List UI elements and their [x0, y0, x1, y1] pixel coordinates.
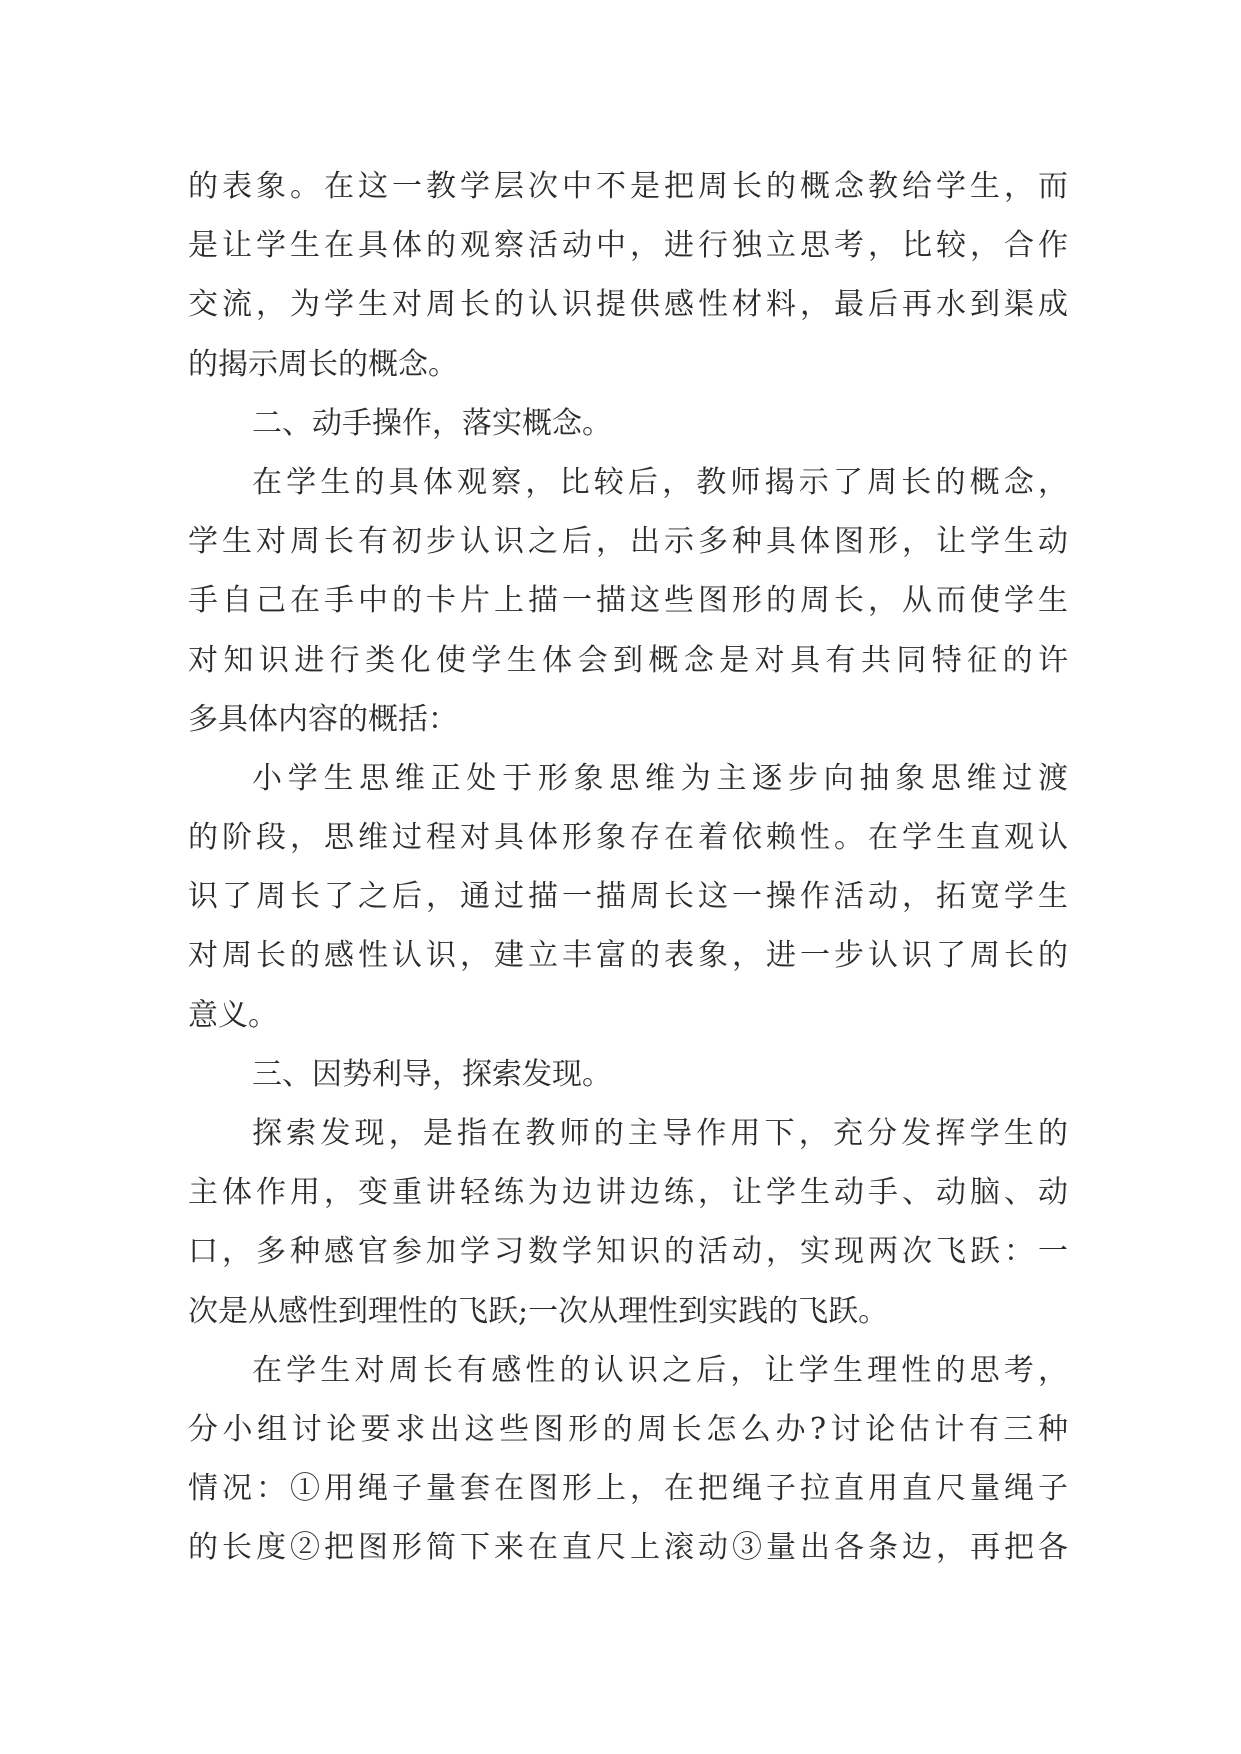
text-line: 主体作用，变重讲轻练为边讲边练，让学生动手、动脑、动	[188, 1175, 1068, 1211]
text-line: 意义。	[188, 997, 278, 1033]
text-line: 小学生思维正处于形象思维为主逐步向抽象思维过渡	[252, 760, 1068, 796]
text-line: 的阶段，思维过程对具体形象存在着依赖性。在学生直观认	[188, 820, 1068, 856]
section-heading: 三、因势利导，探索发现。	[252, 1056, 612, 1092]
text-line: 分小组讨论要求出这些图形的周长怎么办?讨论估计有三种	[188, 1411, 1068, 1447]
text-line: 口，多种感官参加学习数学知识的活动，实现两次飞跃：一	[188, 1234, 1068, 1270]
text-line: 情况：①用绳子量套在图形上，在把绳子拉直用直尺量绳子	[188, 1471, 1068, 1507]
text-line: 次是从感性到理性的飞跃;一次从理性到实践的飞跃。	[188, 1293, 889, 1329]
text-line: 识了周长了之后，通过描一描周长这一操作活动，拓宽学生	[188, 879, 1068, 915]
section-heading: 二、动手操作，落实概念。	[252, 405, 612, 441]
text-line: 交流，为学生对周长的认识提供感性材料，最后再水到渠成	[188, 287, 1068, 323]
text-line: 在学生的具体观察，比较后，教师揭示了周长的概念，	[252, 464, 1068, 500]
text-line: 的表象。在这一教学层次中不是把周长的概念教给学生，而	[188, 169, 1068, 204]
text-line: 是让学生在具体的观察活动中，进行独立思考，比较，合作	[188, 228, 1068, 264]
text-line: 的揭示周长的概念。	[188, 346, 458, 382]
text-line: 在学生对周长有感性的认识之后，让学生理性的思考，	[252, 1352, 1068, 1388]
text-line: 的长度②把图形简下来在直尺上滚动③量出各条边，再把各	[188, 1530, 1068, 1566]
document-body	[188, 157, 1068, 1578]
text-line: 探索发现，是指在教师的主导作用下，充分发挥学生的	[252, 1116, 1068, 1151]
text-line: 对周长的感性认识，建立丰富的表象，进一步认识了周长的	[188, 938, 1068, 974]
text-line: 对知识进行类化使学生体会到概念是对具有共同特征的许	[188, 642, 1068, 678]
text-line: 手自己在手中的卡片上描一描这些图形的周长，从而使学生	[188, 583, 1068, 619]
text-line: 多具体内容的概括：	[188, 701, 458, 737]
text-line: 学生对周长有初步认识之后，出示多种具体图形，让学生动	[188, 524, 1068, 560]
